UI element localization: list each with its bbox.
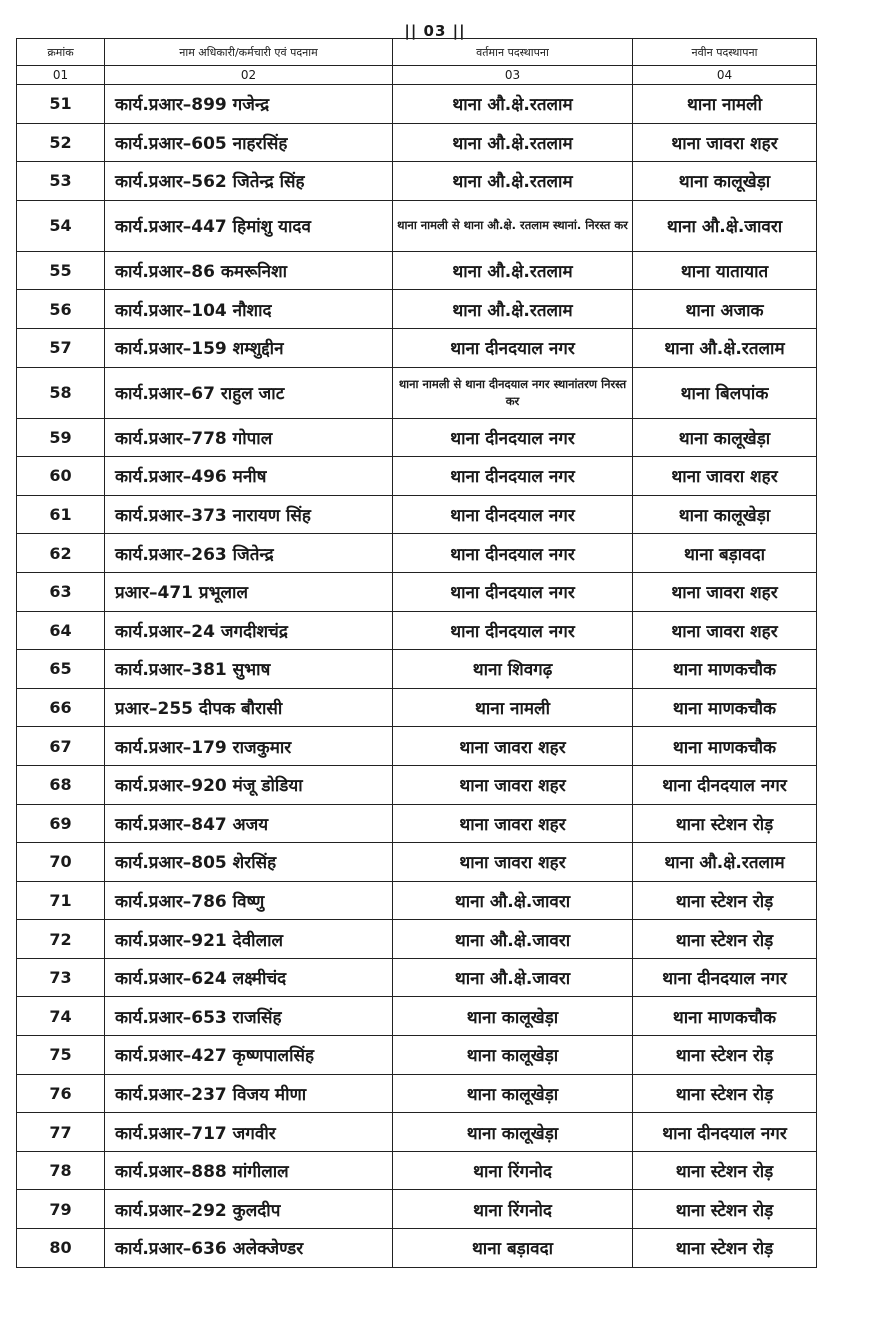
table-row: [17, 251, 817, 290]
table-row: [17, 123, 817, 162]
table-row: [17, 457, 817, 496]
table-row: [17, 1036, 817, 1075]
table-row: [17, 804, 817, 843]
row-name: कार्य.प्रआर–562 जितेन्द्र सिंह: [105, 162, 393, 201]
row-current-posting: थाना नामली से थाना औ.क्षे. रतलाम स्थानां. निरस्त कर: [393, 200, 633, 251]
row-serial: 70: [17, 843, 105, 882]
row-name: कार्य.प्रआर–778 गोपाल: [105, 418, 393, 457]
row-serial: 79: [17, 1190, 105, 1229]
row-current-posting: थाना औ.क्षे.जावरा: [393, 958, 633, 997]
header-serial: क्रमांक: [17, 39, 105, 66]
row-name: कार्य.प्रआर–159 शम्शुद्दीन: [105, 328, 393, 367]
row-new-posting: थाना स्टेशन रोड़: [633, 804, 817, 843]
header-new-posting: नवीन पदस्थापना: [633, 39, 817, 66]
row-current-posting: थाना कालूखेड़ा: [393, 997, 633, 1036]
row-name: कार्य.प्रआर–899 गजेन्द्र: [105, 85, 393, 124]
row-name: कार्य.प्रआर–447 हिमांशु यादव: [105, 200, 393, 251]
row-new-posting: थाना स्टेशन रोड़: [633, 1190, 817, 1229]
column-number-row: [17, 66, 817, 85]
table-header: [17, 39, 817, 85]
row-name: कार्य.प्रआर–847 अजय: [105, 804, 393, 843]
row-serial: 78: [17, 1151, 105, 1190]
row-current-posting: थाना औ.क्षे.रतलाम: [393, 162, 633, 201]
row-serial: 60: [17, 457, 105, 496]
page-number: || 03 ||: [404, 22, 466, 40]
table-row: [17, 958, 817, 997]
row-current-posting: थाना औ.क्षे.रतलाम: [393, 251, 633, 290]
row-serial: 63: [17, 572, 105, 611]
row-current-posting: थाना कालूखेड़ा: [393, 1113, 633, 1152]
table-row: [17, 843, 817, 882]
row-serial: 56: [17, 290, 105, 329]
row-new-posting: थाना जावरा शहर: [633, 611, 817, 650]
row-name: कार्य.प्रआर–920 मंजू डोडिया: [105, 765, 393, 804]
row-name: कार्य.प्रआर–653 राजसिंह: [105, 997, 393, 1036]
row-serial: 52: [17, 123, 105, 162]
table-body: [17, 85, 817, 1268]
transfer-table: [16, 38, 817, 1268]
row-serial: 75: [17, 1036, 105, 1075]
table-row: [17, 200, 817, 251]
row-new-posting: थाना माणकचौक: [633, 688, 817, 727]
row-name: कार्य.प्रआर–921 देवीलाल: [105, 920, 393, 959]
row-current-posting: थाना दीनदयाल नगर: [393, 534, 633, 573]
row-current-posting: थाना औ.क्षे.रतलाम: [393, 123, 633, 162]
row-serial: 74: [17, 997, 105, 1036]
row-new-posting: थाना माणकचौक: [633, 650, 817, 689]
row-new-posting: थाना जावरा शहर: [633, 123, 817, 162]
table-row: [17, 534, 817, 573]
row-new-posting: थाना स्टेशन रोड़: [633, 1074, 817, 1113]
row-serial: 55: [17, 251, 105, 290]
row-current-posting: थाना रिंगनोद: [393, 1190, 633, 1229]
row-current-posting: थाना जावरा शहर: [393, 727, 633, 766]
row-current-posting: थाना कालूखेड़ा: [393, 1074, 633, 1113]
row-current-posting: थाना औ.क्षे.जावरा: [393, 920, 633, 959]
row-new-posting: थाना जावरा शहर: [633, 572, 817, 611]
row-name: कार्य.प्रआर–179 राजकुमार: [105, 727, 393, 766]
row-new-posting: थाना औ.क्षे.जावरा: [633, 200, 817, 251]
table-row: [17, 920, 817, 959]
row-new-posting: थाना कालूखेड़ा: [633, 162, 817, 201]
row-new-posting: थाना स्टेशन रोड़: [633, 881, 817, 920]
row-serial: 51: [17, 85, 105, 124]
table-row: [17, 765, 817, 804]
row-name: कार्य.प्रआर–786 विष्णु: [105, 881, 393, 920]
table-row: [17, 418, 817, 457]
row-current-posting: थाना दीनदयाल नगर: [393, 495, 633, 534]
table-row: [17, 1190, 817, 1229]
row-new-posting: थाना अजाक: [633, 290, 817, 329]
row-name: कार्य.प्रआर–104 नौशाद: [105, 290, 393, 329]
table-row: [17, 997, 817, 1036]
row-current-posting: थाना जावरा शहर: [393, 843, 633, 882]
table-row: [17, 881, 817, 920]
row-current-posting: थाना नामली: [393, 688, 633, 727]
row-serial: 53: [17, 162, 105, 201]
row-new-posting: थाना स्टेशन रोड़: [633, 920, 817, 959]
row-name: कार्य.प्रआर–373 नारायण सिंह: [105, 495, 393, 534]
table-row: [17, 727, 817, 766]
row-new-posting: थाना दीनदयाल नगर: [633, 958, 817, 997]
row-name: कार्य.प्रआर–624 लक्ष्मीचंद: [105, 958, 393, 997]
row-new-posting: थाना नामली: [633, 85, 817, 124]
row-serial: 72: [17, 920, 105, 959]
row-new-posting: थाना दीनदयाल नगर: [633, 765, 817, 804]
table-row: [17, 162, 817, 201]
row-name: कार्य.प्रआर–427 कृष्णपालसिंह: [105, 1036, 393, 1075]
row-serial: 62: [17, 534, 105, 573]
row-serial: 66: [17, 688, 105, 727]
row-current-posting: थाना जावरा शहर: [393, 804, 633, 843]
row-name: कार्य.प्रआर–717 जगवीर: [105, 1113, 393, 1152]
row-new-posting: थाना माणकचौक: [633, 727, 817, 766]
row-serial: 64: [17, 611, 105, 650]
row-current-posting: थाना नामली से थाना दीनदयाल नगर स्थानांतरण निरस्त कर: [393, 367, 633, 418]
row-serial: 67: [17, 727, 105, 766]
table-row: [17, 650, 817, 689]
row-current-posting: थाना औ.क्षे.जावरा: [393, 881, 633, 920]
row-name: कार्य.प्रआर–805 शेरसिंह: [105, 843, 393, 882]
row-serial: 59: [17, 418, 105, 457]
row-new-posting: थाना दीनदयाल नगर: [633, 1113, 817, 1152]
row-new-posting: थाना कालूखेड़ा: [633, 418, 817, 457]
column-number-name: 02: [105, 66, 393, 85]
row-name: कार्य.प्रआर–237 विजय मीणा: [105, 1074, 393, 1113]
row-serial: 65: [17, 650, 105, 689]
row-serial: 77: [17, 1113, 105, 1152]
row-name: प्रआर–471 प्रभूलाल: [105, 572, 393, 611]
row-new-posting: थाना बिलपांक: [633, 367, 817, 418]
row-new-posting: थाना स्टेशन रोड़: [633, 1229, 817, 1268]
table-row: [17, 611, 817, 650]
row-name: कार्य.प्रआर–263 जितेन्द्र: [105, 534, 393, 573]
row-serial: 61: [17, 495, 105, 534]
row-new-posting: थाना औ.क्षे.रतलाम: [633, 328, 817, 367]
row-serial: 69: [17, 804, 105, 843]
header-name: नाम अधिकारी/कर्मचारी एवं पदनाम: [105, 39, 393, 66]
row-name: कार्य.प्रआर–381 सुभाष: [105, 650, 393, 689]
row-new-posting: थाना यातायात: [633, 251, 817, 290]
table-row: [17, 495, 817, 534]
row-name: कार्य.प्रआर–86 कमरूनिशा: [105, 251, 393, 290]
row-new-posting: थाना स्टेशन रोड़: [633, 1151, 817, 1190]
table-row: [17, 688, 817, 727]
table-row: [17, 367, 817, 418]
table-row: [17, 328, 817, 367]
row-current-posting: थाना बड़ावदा: [393, 1229, 633, 1268]
row-current-posting: थाना शिवगढ़: [393, 650, 633, 689]
row-new-posting: थाना माणकचौक: [633, 997, 817, 1036]
row-name: कार्य.प्रआर–292 कुलदीप: [105, 1190, 393, 1229]
header-current-posting: वर्तमान पदस्थापना: [393, 39, 633, 66]
table-row: [17, 1074, 817, 1113]
row-name: कार्य.प्रआर–67 राहुल जाट: [105, 367, 393, 418]
table-row: [17, 572, 817, 611]
header-row: [17, 39, 817, 66]
row-name: कार्य.प्रआर–888 मांगीलाल: [105, 1151, 393, 1190]
table-row: [17, 1151, 817, 1190]
row-current-posting: थाना दीनदयाल नगर: [393, 611, 633, 650]
row-name: कार्य.प्रआर–496 मनीष: [105, 457, 393, 496]
row-serial: 68: [17, 765, 105, 804]
row-serial: 80: [17, 1229, 105, 1268]
table-row: [17, 85, 817, 124]
row-new-posting: थाना स्टेशन रोड़: [633, 1036, 817, 1075]
table-row: [17, 1229, 817, 1268]
row-current-posting: थाना औ.क्षे.रतलाम: [393, 85, 633, 124]
row-name: कार्य.प्रआर–605 नाहरसिंह: [105, 123, 393, 162]
column-number-serial: 01: [17, 66, 105, 85]
row-current-posting: थाना कालूखेड़ा: [393, 1036, 633, 1075]
table-row: [17, 1113, 817, 1152]
row-current-posting: थाना दीनदयाल नगर: [393, 328, 633, 367]
column-number-new: 04: [633, 66, 817, 85]
row-new-posting: थाना जावरा शहर: [633, 457, 817, 496]
row-current-posting: थाना औ.क्षे.रतलाम: [393, 290, 633, 329]
row-name: कार्य.प्रआर–24 जगदीशचंद्र: [105, 611, 393, 650]
row-name: कार्य.प्रआर–636 अलेक्जेण्डर: [105, 1229, 393, 1268]
row-current-posting: थाना रिंगनोद: [393, 1151, 633, 1190]
row-new-posting: थाना कालूखेड़ा: [633, 495, 817, 534]
row-current-posting: थाना जावरा शहर: [393, 765, 633, 804]
row-serial: 76: [17, 1074, 105, 1113]
row-new-posting: थाना औ.क्षे.रतलाम: [633, 843, 817, 882]
row-serial: 54: [17, 200, 105, 251]
column-number-current: 03: [393, 66, 633, 85]
row-current-posting: थाना दीनदयाल नगर: [393, 572, 633, 611]
row-name: प्रआर–255 दीपक बौरासी: [105, 688, 393, 727]
row-current-posting: थाना दीनदयाल नगर: [393, 457, 633, 496]
table-row: [17, 290, 817, 329]
row-serial: 57: [17, 328, 105, 367]
row-current-posting: थाना दीनदयाल नगर: [393, 418, 633, 457]
row-serial: 58: [17, 367, 105, 418]
row-serial: 73: [17, 958, 105, 997]
row-serial: 71: [17, 881, 105, 920]
row-new-posting: थाना बड़ावदा: [633, 534, 817, 573]
